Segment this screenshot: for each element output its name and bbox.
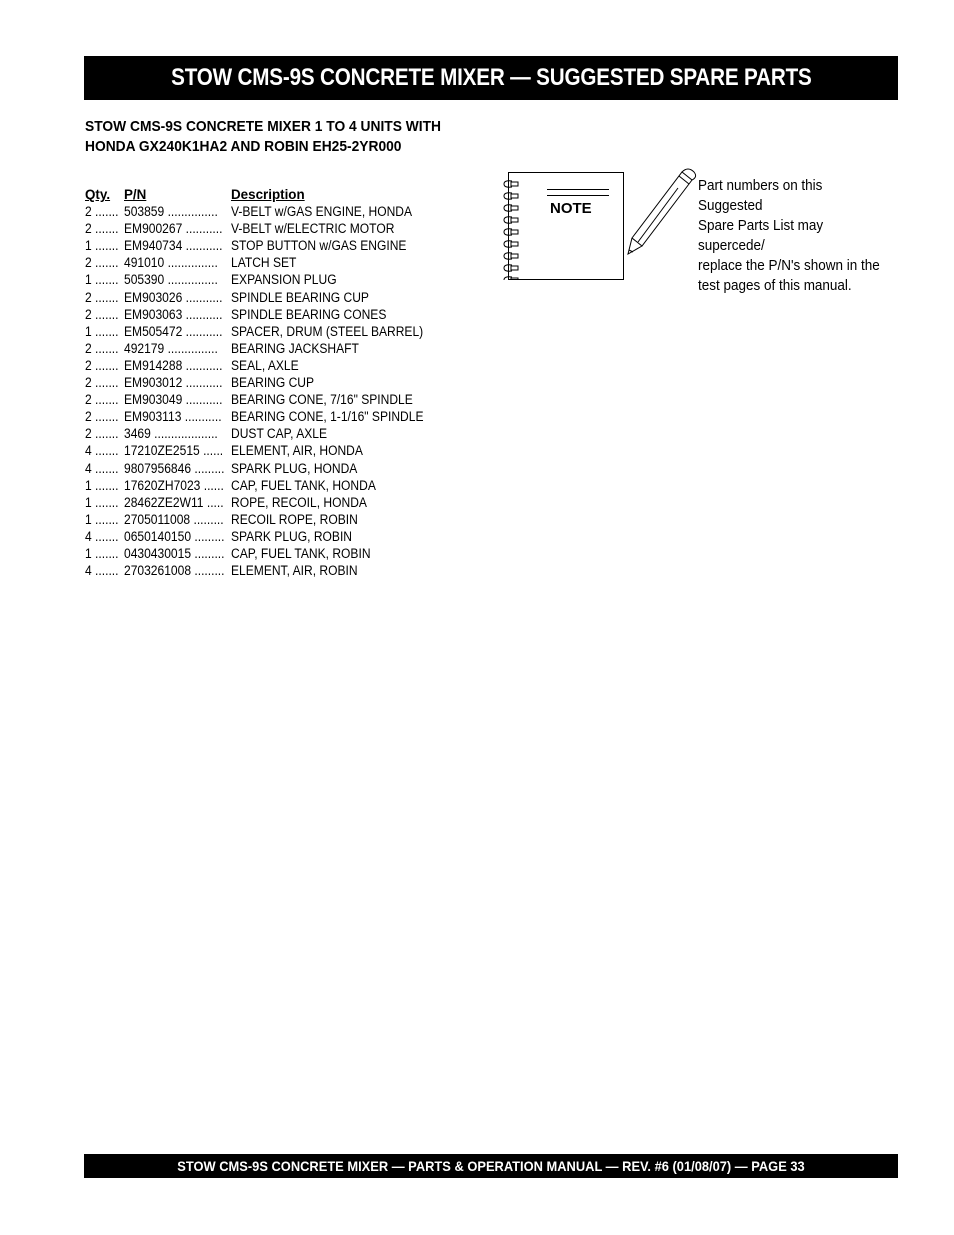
description-column-header: Description (231, 187, 305, 202)
note-text (698, 176, 903, 296)
subtitle-line-1: STOW CMS-9S CONCRETE MIXER 1 TO 4 UNITS WITH (85, 118, 442, 135)
page-footer-bar (84, 1154, 898, 1178)
qty-column-header: Qty. (85, 187, 111, 202)
notebook-icon (508, 172, 624, 280)
note-text-line: Spare Parts List may supercede/ (698, 218, 824, 254)
note-text-line: replace the P/N's shown in the (698, 258, 880, 274)
footer-text: STOW CMS-9S CONCRETE MIXER — PARTS & OPERATION MANUAL — REV. #6 (01/08/07) — PAGE 33 (177, 1158, 805, 1174)
note-text-line: test pages of this manual. (698, 278, 852, 294)
pn-column-header: P/N (124, 187, 147, 202)
page-header-bar (84, 56, 898, 100)
pencil-icon (624, 164, 698, 256)
note-text-line: Part numbers on this Suggested (698, 178, 823, 214)
note-label: NOTE (550, 200, 592, 217)
subtitle-line-2: HONDA GX240K1HA2 AND ROBIN EH25-2YR000 (85, 138, 402, 155)
page-title: STOW CMS-9S CONCRETE MIXER — SUGGESTED SPARE PARTS (170, 64, 812, 91)
section-subtitle (85, 117, 545, 157)
